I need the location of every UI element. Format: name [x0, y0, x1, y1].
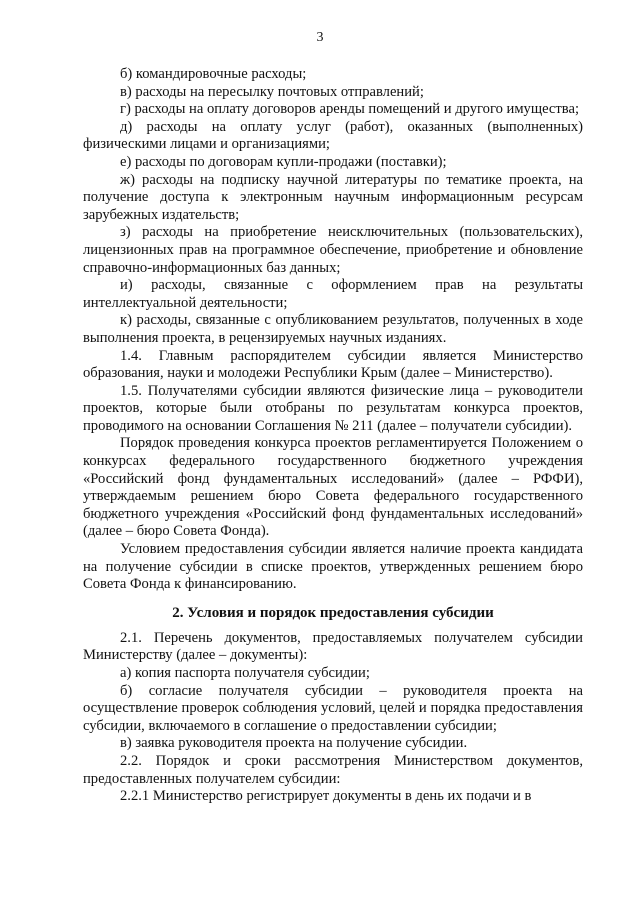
paragraph: ж) расходы на подписку научной литературы по тематике проекта, на получение доступа к электронным научным информационным ресурсам зарубежных издательств; — [83, 171, 583, 223]
paragraph: з) расходы на приобретение неисключительных (пользовательских), лицензионных прав на программное обеспечение, приобретение и обновление справочно-информационных баз данных; — [83, 224, 583, 276]
paragraph: и) расходы, связанные с оформлением прав на результаты интеллектуальной деятельности; — [83, 277, 583, 311]
paragraph: Порядок проведения конкурса проектов регламентируется Положением о конкурсах федерального государственного бюджетного учреждения «Российский фонд фундаментальных исследований» (далее – РФФИ), утверждаемым решением бюро Совета федерального государственного бюджетного учреждения «Российский фонд фундаментальных исследований» (далее – бюро Совета Фонда). — [83, 435, 583, 540]
paragraph: 2.1. Перечень документов, предоставляемых получателем субсидии Министерству (далее – документы): — [83, 629, 583, 664]
paragraph: д) расходы на оплату услуг (работ), оказанных (выполненных) физическими лицами и организациями; — [83, 118, 583, 153]
paragraph: в) заявка руководителя проекта на получение субсидии. — [120, 735, 468, 752]
paragraph: б) согласие получателя субсидии – руководителя проекта на осуществление проверок соблюдения условий, целей и порядка предоставления субсидии, включаемого в соглашение о предоставлении субсидии; — [83, 682, 583, 734]
paragraph: 1.4. Главным распорядителем субсидии является Министерство образования, науки и молодежи Республики Крым (далее – Министерство). — [83, 347, 583, 382]
section-heading: 2. Условия и порядок предоставления субсидии — [172, 604, 494, 621]
paragraph: к) расходы, связанные с опубликованием результатов, полученных в ходе выполнения проекта, в рецензируемых научных изданиях. — [83, 312, 583, 346]
page-number: 3 — [316, 30, 324, 45]
paragraph: б) командировочные расходы; — [120, 66, 307, 82]
paragraph: г) расходы на оплату договоров аренды помещений и другого имущества; — [120, 101, 580, 118]
document-body — [83, 66, 583, 806]
paragraph: 2.2.1 Министерство регистрирует документы в день их подачи и в — [120, 788, 532, 805]
paragraph: в) расходы на пересылку почтовых отправлений; — [120, 83, 424, 100]
paragraph: Условием предоставления субсидии является наличие проекта кандидата на получение субсидии в списке проектов, утвержденных решением бюро Совета Фонда к финансированию. — [83, 541, 583, 593]
paragraph: а) копия паспорта получателя субсидии; — [120, 665, 370, 681]
paragraph: 2.2. Порядок и сроки рассмотрения Министерством документов, предоставленных получателем субсидии: — [83, 752, 583, 787]
paragraph: е) расходы по договорам купли-продажи (поставки); — [120, 153, 447, 170]
paragraph: 1.5. Получателями субсидии являются физические лица – руководители проектов, которые были отобраны по результатам конкурса проектов, проводимого на основании Соглашения № 211 (далее – получатели субсидии). — [83, 382, 583, 434]
